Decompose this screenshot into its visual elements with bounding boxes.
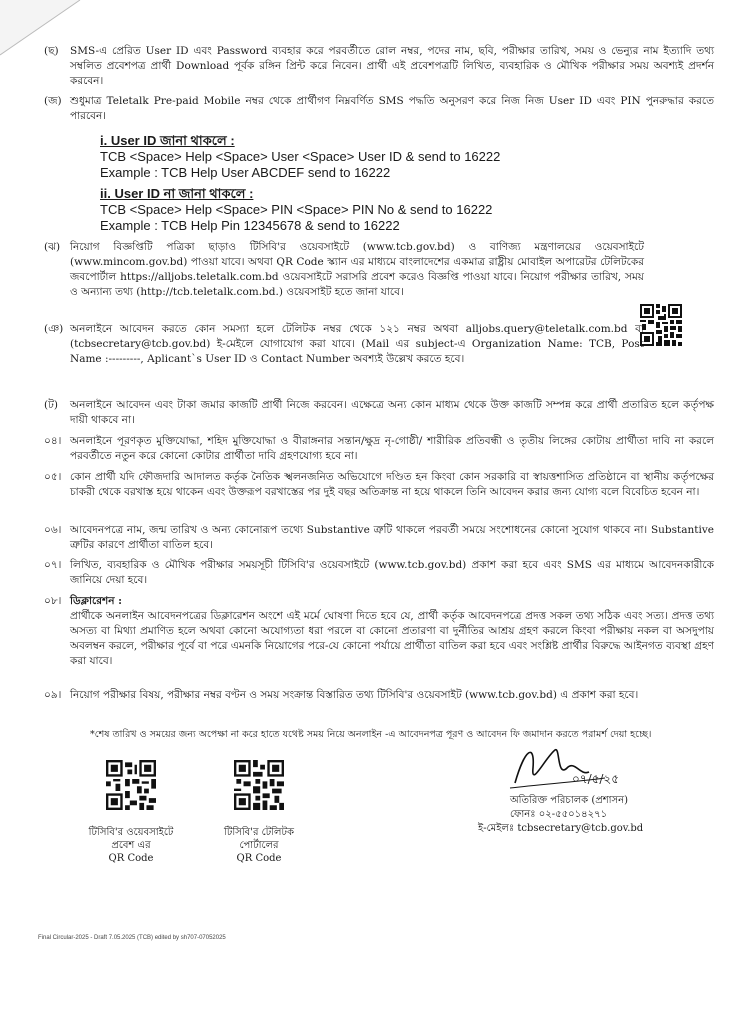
signatory-designation: অতিরিক্ত পরিচালক (প্রশাসন) [510, 795, 629, 806]
item-08: ০৮। ডিক্লারেশন : প্রার্থীকে অনলাইন আবেদনপত্রের ডিক্লারেশন অংশে এই মর্মে ঘোষণা দিতে হবে যে, প্রার্থী কর্তৃক আবেদনপত্রে প্রদত্ত সকল তথ্য সঠিক এবং সত্য। প্রদত্ত তথ্য অসত্য বা মিথ্যা প্রমাণিত হলে অথবা কোনো অযোগ্যতা ধরা পরলে বা কোনো প্রতারণা বা দুর্নীতির আশ্রয় গ্রহণ করলে কিংবা পরীক্ষায় নকল বা অসদুপায় অবলম্বন করলে, পরীক্ষার পূর্বে বা পরে এমনকি নিয়োগের পরে-যে কোনো পর্যায়ে প্রার্থীতা বাতিল করা হবে এবং সংশ্লিষ্ট প্রার্থীর বিরুদ্ধে আইনগত ব্যবস্থা গ্রহণ করা যাবে। [44, 595, 714, 667]
item-07-text: লিখিত, ব্যবহারিক ও মৌখিক পরীক্ষার সময়সূচী টিসিবি'র ওয়েবসাইটে (www.tcb.gov.bd) প্রকাশ করা হবে এবং SMS এর মাধ্যমে আবেদনকারীকে জানিয়ে দেয়া হবে। [70, 559, 714, 586]
section-cha-text: SMS-এ প্রেরিত User ID এবং Password ব্যবহার করে পরবর্তীতে রোল নম্বর, পদের নাম, ছবি, পরীক্ষার তারিখ, সময় ও ভেন্যুর নাম ইত্যাদি তথ্য সম্বলিত প্রবেশপত্র প্রার্থী Download পূর্বক রঙ্গিন প্রিন্ট করে নিবেন। প্রার্থী এই প্রবেশপত্রটি লিখিত, ব্যবহারিক ও মৌখিক পরীক্ষার সময় অবশ্যই প্রদর্শন করবেন। [70, 45, 714, 87]
userid-unknown-example: Example : TCB Help Pin 12345678 & send to 16222 [100, 218, 400, 233]
item-04-text: অনলাইনে পূরণকৃত মুক্তিযোদ্ধা, শহিদ মুক্তিযোদ্ধা ও বীরাঙ্গনার সন্তান/ক্ষুদ্র নৃ-গোষ্ঠী/ শারীরিক প্রতিবন্ধী ও তৃতীয় লিঙ্গের কোটায় প্রার্থীতা দাবি না করলে পরবর্তীতে নতুন করে কোনো কোটার প্রার্থীতা দাবি গ্রহণযোগ্য হবে না। [70, 435, 714, 462]
section-cha: (ছ) SMS-এ প্রেরিত User ID এবং Password ব্যবহার করে পরবর্তীতে রোল নম্বর, পদের নাম, ছবি, পরীক্ষার তারিখ, সময় ও ভেন্যুর নাম ইত্যাদি তথ্য সম্বলিত প্রবেশপত্র প্রার্থী Download পূর্বক রঙ্গিন প্রিন্ট করে নিবেন। প্রার্থী এই প্রবেশপত্রটি লিখিত, ব্যবহারিক ও মৌখিক পরীক্ষার সময় অবশ্যই প্রদর্শন করবেন। [44, 45, 714, 87]
userid-known-example: Example : TCB Help User ABCDEF send to 16222 [100, 165, 391, 180]
userid-unknown-heading: ii. User ID না জানা থাকলে : [100, 186, 254, 201]
footer-draft-note: Final Circular-2025 - Draft 7.05.2025 (TCB) edited by sh707-07052025 [38, 935, 226, 941]
declaration-heading: ডিক্লারেশন : [70, 595, 123, 607]
userid-known-block [100, 133, 640, 181]
item-09: ০৯। নিয়োগ পরীক্ষার বিষয়, পরীক্ষার নম্বর বণ্টন ও সময় সংক্রান্ত বিস্তারিত তথ্য টিসিবি'র ওয়েবসাইট (www.tcb.gov.bd) এ প্রকাশ করা হবে। [44, 688, 714, 703]
section-nio: (ঞ) অনলাইনে আবেদন করতে কোন সমস্যা হলে টেলিটক নম্বর থেকে ১২১ নম্বর অথবা alljobs.query@teletalk.com.bd বা (tcbsecretary@tcb.gov.bd) ই-মেইলে যোগাযোগ করা যাবে। (Mail এর subject-এ Organization Name: TCB, Post Name :---------, Aplicant`s User ID ও Contact Number অবশ্যই উল্লেখ করতে হবে। [44, 323, 644, 365]
qr-teletalk-caption: টিসিবি'র টেলিটক পোর্টালের QR Code [224, 827, 294, 864]
signatory-email: ই-মেইলঃ tcbsecretary@tcb.gov.bd [478, 823, 644, 834]
section-ta-text: অনলাইনে আবেদন এবং টাকা জমার কাজটি প্রার্থী নিজে করবেন। এক্ষেত্রে অন্য কোন মাধ্যম থেকে উক্ত কাজটি সম্পন্ন করে প্রার্থী প্রতারিত হলে কর্তৃপক্ষ দায়ী থাকবে না। [70, 399, 714, 426]
item-06-text: আবেদনপত্রে নাম, জন্ম তারিখ ও অন্য কোনোরূপ তথ্যে Substantive ত্রুটি থাকলে পরবর্তী সময়ে সংশোধনের কোনো সুযোগ থাকবে না। Substantive ত্রুটির কারণে প্রার্থীতা বাতিল হবে। [70, 524, 714, 551]
signature-date: ০৭/৫/২৫ [572, 772, 620, 786]
item-07: ০৭। লিখিত, ব্যবহারিক ও মৌখিক পরীক্ষার সময়সূচী টিসিবি'র ওয়েবসাইটে (www.tcb.gov.bd) প্রকাশ করা হবে এবং SMS এর মাধ্যমে আবেদনকারীকে জানিয়ে দেয়া হবে। [44, 559, 714, 586]
item-05-text: কোন প্রার্থী যদি ফৌজদারি আদালত কর্তৃক নৈতিক স্খলনজনিত অভিযোগে দণ্ডিত হন কিংবা কোন সরকারি বা স্বায়ত্তশাসিত প্রতিষ্ঠানে বা স্থানীয় কর্তৃপক্ষের চাকরী থেকে বরখাস্ত হয়ে থাকেন এবং উক্তরূপ বরখাস্তের পর দুই বছর অতিক্রান্ত না হয়ে থাকলে তিনি আবেদন করার জন্য যোগ্য বলে বিবেচিত হবেন না। [70, 471, 714, 498]
section-nio-text: অনলাইনে আবেদন করতে কোন সমস্যা হলে টেলিটক নম্বর থেকে ১২১ নম্বর অথবা alljobs.query@teletalk.com.bd বা (tcbsecretary@tcb.gov.bd) ই-মেইলে যোগাযোগ করা যাবে। (Mail এর subject-এ Organization Name: TCB, Post Name :---------, Aplicant`s User ID ও Contact Number অবশ্যই উল্লেখ করতে হবে। [70, 323, 644, 365]
deadline-note: *শেষ তারিখ ও সময়ের জন্য অপেক্ষা না করে হাতে যথেষ্ট সময় নিয়ে অনলাইন -এ আবেদনপত্র পূরণ ও আবেদন ফি জমাদান করতে পরামর্শ দেয়া হচ্ছে। [90, 729, 652, 740]
item-05: ০৫। কোন প্রার্থী যদি ফৌজদারি আদালত কর্তৃক নৈতিক স্খলনজনিত অভিযোগে দণ্ডিত হন কিংবা কোন সরকারি বা স্বায়ত্তশাসিত প্রতিষ্ঠানে বা স্থানীয় কর্তৃপক্ষের চাকরী থেকে বরখাস্ত হয়ে থাকেন এবং উক্তরূপ বরখাস্তের পর দুই বছর অতিক্রান্ত না হয়ে থাকলে তিনি আবেদন করার জন্য যোগ্য বলে বিবেচিত হবেন না। [44, 471, 714, 498]
item-09-text: নিয়োগ পরীক্ষার বিষয়, পরীক্ষার নম্বর বণ্টন ও সময় সংক্রান্ত বিস্তারিত তথ্য টিসিবি'র ওয়েবসাইট (www.tcb.gov.bd) এ প্রকাশ করা হবে। [70, 689, 639, 701]
userid-known-command: TCB <Space> Help <Space> User <Space> User ID & send to 16222 [100, 149, 501, 164]
qr-code-tcb-website-icon [106, 760, 156, 810]
item-08-text: প্রার্থীকে অনলাইন আবেদনপত্রের ডিক্লারেশন অংশে এই মর্মে ঘোষণা দিতে হবে যে, প্রার্থী কর্তৃক আবেদনপত্রে প্রদত্ত সকল তথ্য সঠিক এবং সত্য। প্রদত্ত তথ্য অসত্য বা মিথ্যা প্রমাণিত হলে অথবা কোনো অযোগ্যতা ধরা পরলে বা কোনো প্রতারণা বা দুর্নীতির আশ্রয় গ্রহণ করলে কিংবা পরীক্ষায় নকল বা অসদুপায় অবলম্বন করলে, পরীক্ষার পূর্বে বা পরে এমনকি নিয়োগের পরে-যে কোনো পর্যায়ে প্রার্থীতা বাতিল করা হবে এবং সংশ্লিষ্ট প্রার্থীর বিরুদ্ধে আইনগত ব্যবস্থা গ্রহণ করা যাবে। [70, 610, 714, 667]
section-ja-text: শুধুমাত্র Teletalk Pre-paid Mobile নম্বর থেকে প্রার্থীগণ নিম্নবর্ণিত SMS পদ্ধতি অনুসরণ করে নিজ নিজ User ID এবং PIN পুনরুদ্ধার করতে পারবেন। [70, 95, 714, 122]
qr-tcb-caption: টিসিবি'র ওয়েবসাইটে প্রবেশ এর QR Code [88, 827, 174, 864]
userid-unknown-block [100, 186, 640, 234]
section-ta: (ট) অনলাইনে আবেদন এবং টাকা জমার কাজটি প্রার্থী নিজে করবেন। এক্ষেত্রে অন্য কোন মাধ্যম থেকে উক্ত কাজটি সম্পন্ন করে প্রার্থী প্রতারিত হলে কর্তৃপক্ষ দায়ী থাকবে না। [44, 399, 714, 426]
handwritten-signature-icon [505, 738, 655, 798]
section-jha-text: নিয়োগ বিজ্ঞপ্তিটি পত্রিকা ছাড়াও টিসিবি'র ওয়েবসাইটে (www.tcb.gov.bd) ও বাণিজ্য মন্ত্রণালয়ের ওয়েবসাইটে (www.mincom.gov.bd) পাওয়া যাবে। অথবা QR Code স্ক্যান এর মাধ্যমে বাংলাদেশের একমাত্র রাষ্ট্রীয় মোবাইল অপারেটর টেলিটকের জবপোর্টাল https://alljobs.teletalk.com.bd ওয়েবসাইটে সরাসরি প্রবেশ করেও বিজ্ঞপ্তি পাওয়া যাবে। নিয়োগ পরীক্ষার তারিখ, সময় ও অন্যান্য তথ্য (http://tcb.teletalk.com.bd.) ওয়েবসাইট হতে জানা যাবে। [70, 241, 644, 298]
userid-unknown-command: TCB <Space> Help <Space> PIN <Space> PIN No & send to 16222 [100, 202, 493, 217]
section-ja: (জ) শুধুমাত্র Teletalk Pre-paid Mobile নম্বর থেকে প্রার্থীগণ নিম্নবর্ণিত SMS পদ্ধতি অনুসরণ করে নিজ নিজ User ID এবং PIN পুনরুদ্ধার করতে পারবেন। [44, 95, 714, 122]
userid-known-heading: i. User ID জানা থাকলে : [100, 133, 235, 148]
item-06: ০৬। আবেদনপত্রে নাম, জন্ম তারিখ ও অন্য কোনোরূপ তথ্যে Substantive ত্রুটি থাকলে পরবর্তী সময়ে সংশোধনের কোনো সুযোগ থাকবে না। Substantive ত্রুটির কারণে প্রার্থীতা বাতিল হবে। [44, 524, 714, 551]
section-jha: (ঝ) নিয়োগ বিজ্ঞপ্তিটি পত্রিকা ছাড়াও টিসিবি'র ওয়েবসাইটে (www.tcb.gov.bd) ও বাণিজ্য মন্ত্রণালয়ের ওয়েবসাইটে (www.mincom.gov.bd) পাওয়া যাবে। অথবা QR Code স্ক্যান এর মাধ্যমে বাংলাদেশের একমাত্র রাষ্ট্রীয় মোবাইল অপারেটর টেলিটকের জবপোর্টাল https://alljobs.teletalk.com.bd ওয়েবসাইটে সরাসরি প্রবেশ করেও বিজ্ঞপ্তি পাওয়া যাবে। নিয়োগ পরীক্ষার তারিখ, সময় ও অন্যান্য তথ্য (http://tcb.teletalk.com.bd.) ওয়েবসাইট হতে জানা যাবে। [44, 241, 644, 298]
signatory-phone: ফোনঃ ০২-৫৫০১৪২৭১ [510, 809, 608, 820]
qr-code-tcb-teletalk-icon [234, 760, 284, 810]
item-04: ০৪। অনলাইনে পূরণকৃত মুক্তিযোদ্ধা, শহিদ মুক্তিযোদ্ধা ও বীরাঙ্গনার সন্তান/ক্ষুদ্র নৃ-গোষ্ঠী/ শারীরিক প্রতিবন্ধী ও তৃতীয় লিঙ্গের কোটায় প্রার্থীতা দাবি না করলে পরবর্তীতে নতুন করে কোনো কোটার প্রার্থীতা দাবি গ্রহণযোগ্য হবে না। [44, 435, 714, 462]
qr-code-teletalk-jobs-icon [640, 304, 682, 346]
